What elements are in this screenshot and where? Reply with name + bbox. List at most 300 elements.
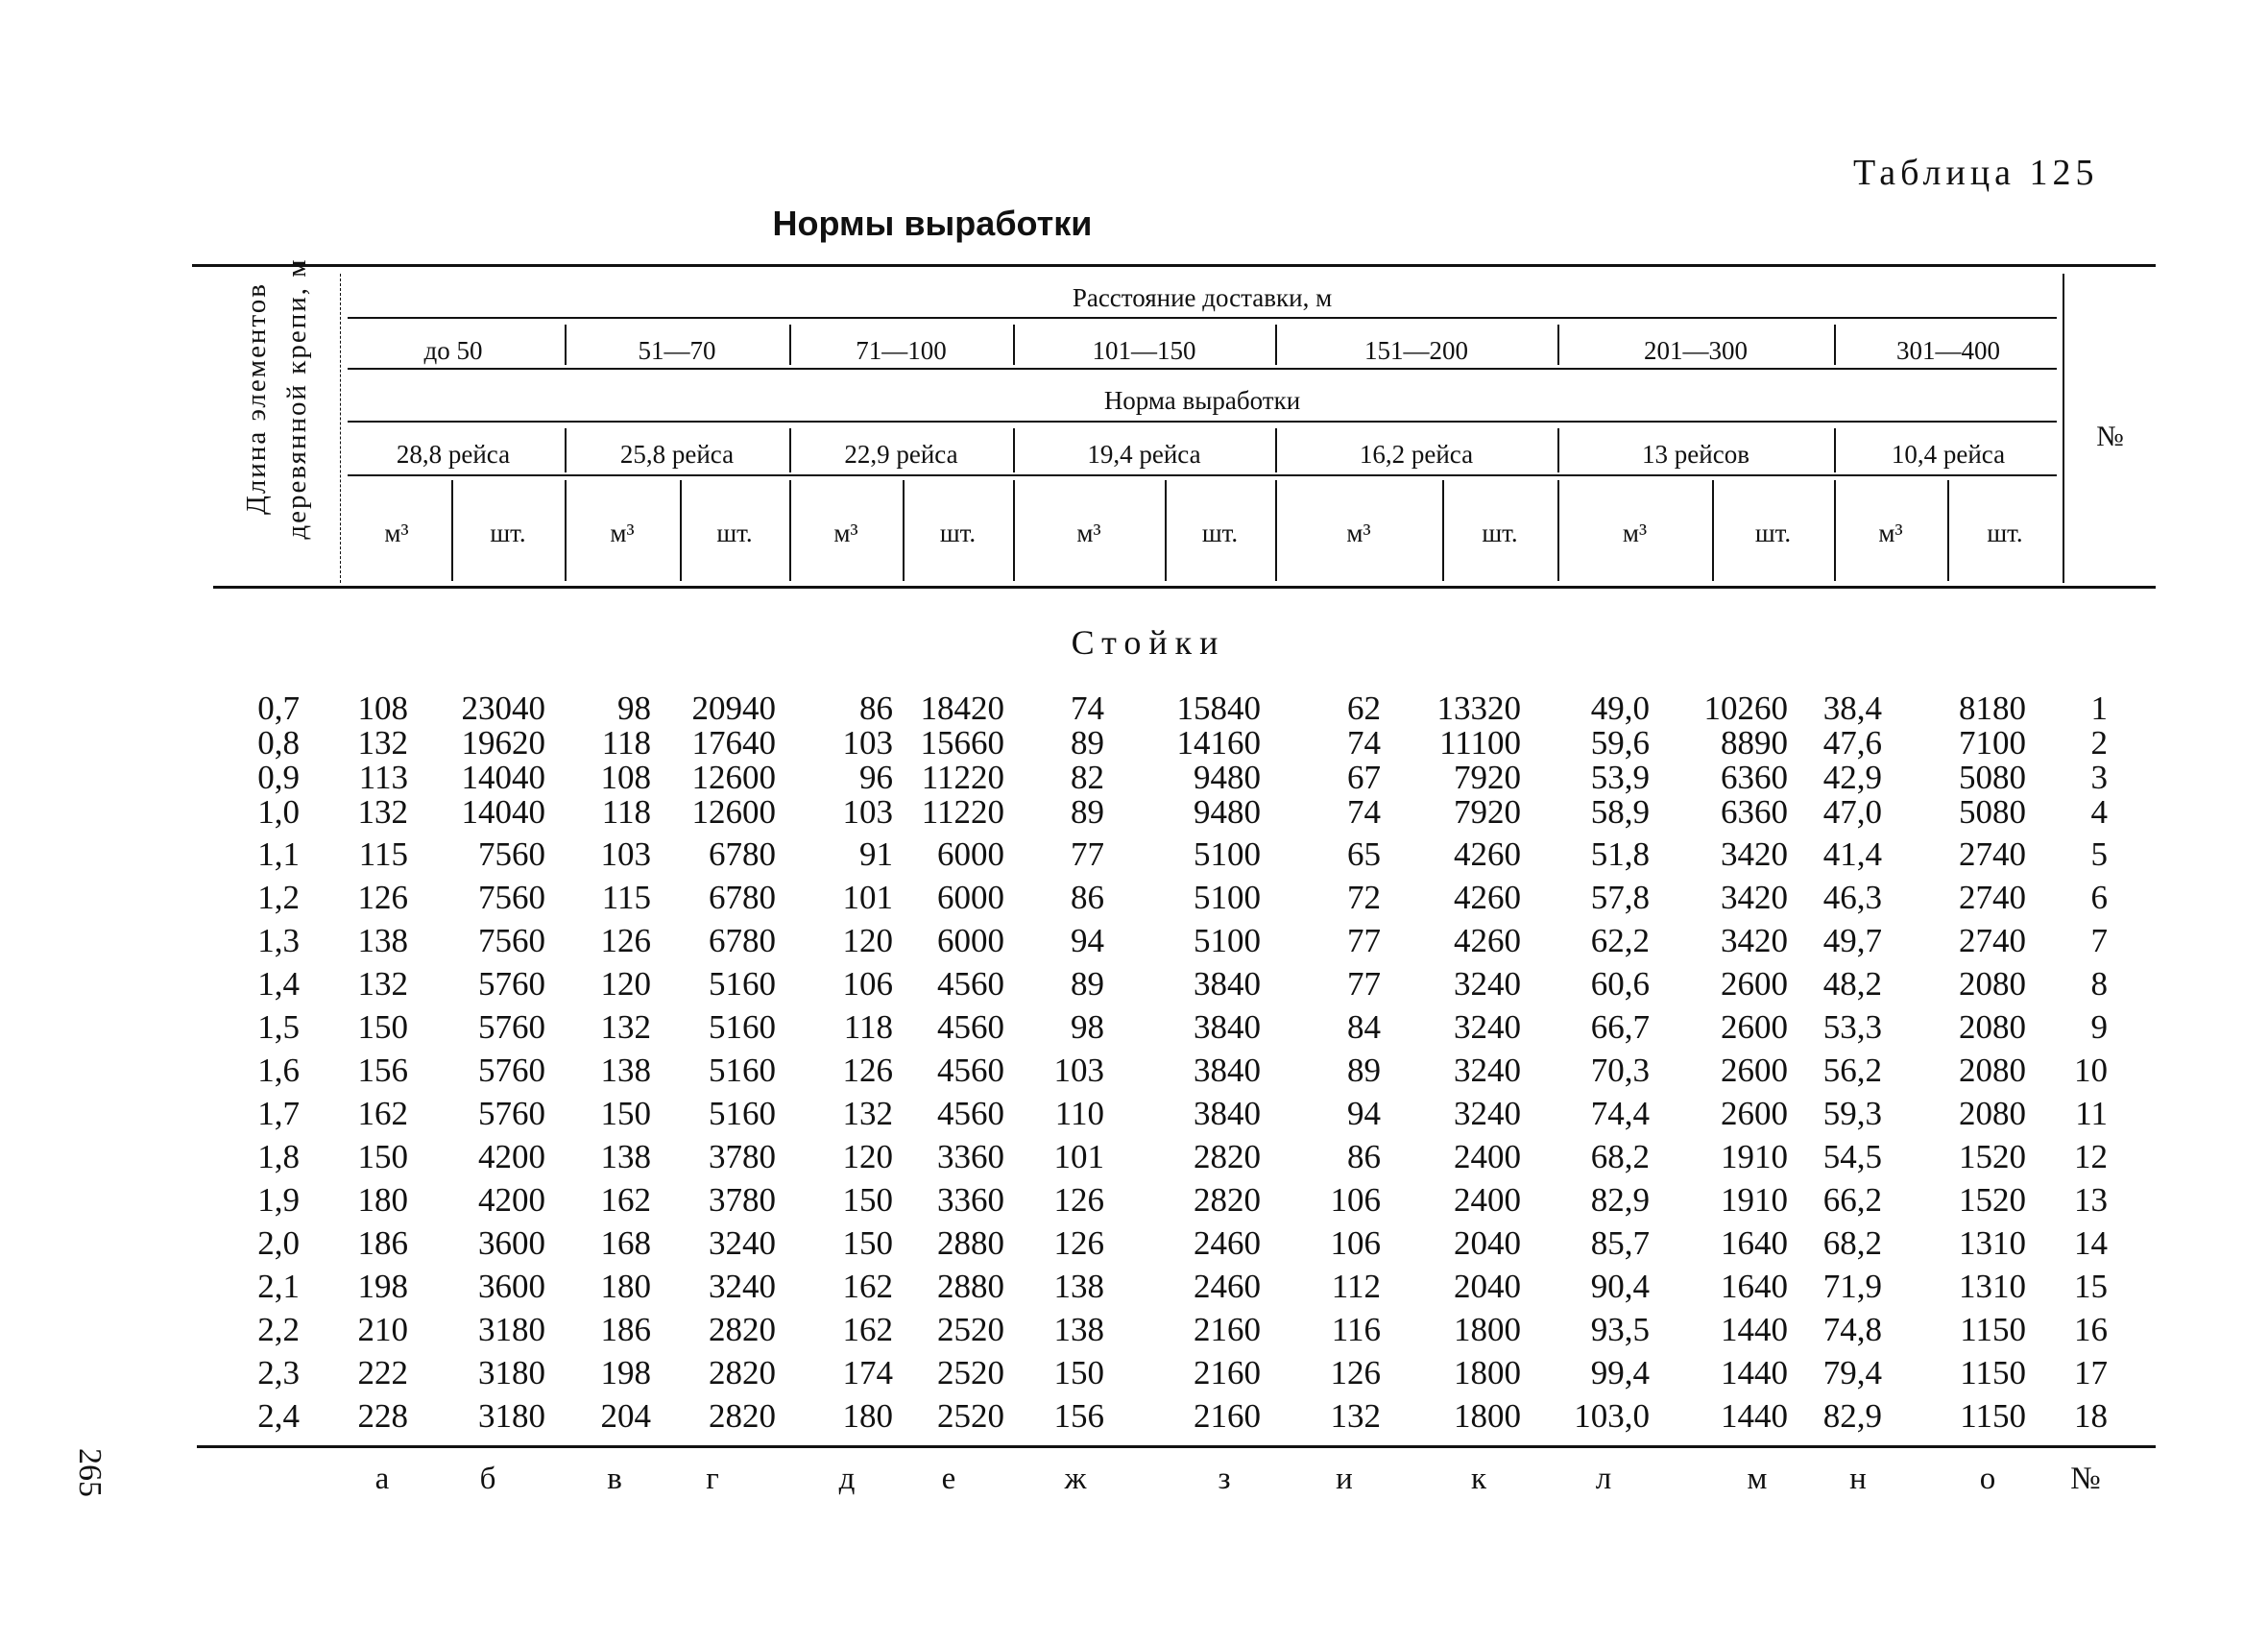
table-cell: 67 — [1347, 759, 1381, 796]
table-cell: 1,8 — [257, 1138, 300, 1175]
group-divider — [789, 480, 791, 581]
table-cell: 3840 — [1194, 1095, 1261, 1132]
table-cell: 150 — [357, 1138, 408, 1175]
table-cell: 180 — [357, 1181, 408, 1219]
column-letter: б — [479, 1462, 496, 1496]
table-cell: 2,0 — [257, 1224, 300, 1262]
column-letter: № — [2070, 1462, 2101, 1496]
table-cell: 38,4 — [1822, 689, 1882, 727]
table-cell: 5160 — [709, 1052, 776, 1089]
table-cell: 10260 — [1703, 689, 1788, 727]
table-cell: 58,9 — [1590, 793, 1650, 831]
unit-m3-label: м³ — [1878, 519, 1903, 547]
table-cell: 120 — [842, 922, 893, 959]
table-cell: 11 — [2075, 1095, 2108, 1132]
table-cell: 1640 — [1721, 1268, 1788, 1305]
distance-title-rule — [348, 317, 2057, 319]
trips-divider — [565, 428, 567, 472]
distance-label: 51—70 — [638, 336, 716, 365]
unit-pcs-label: шт. — [1482, 519, 1518, 547]
table-cell: 186 — [357, 1224, 408, 1262]
trips-rule — [348, 474, 2057, 476]
table-cell: 1800 — [1454, 1354, 1521, 1391]
table-cell: 103,0 — [1574, 1397, 1650, 1435]
table-cell: 156 — [357, 1052, 408, 1089]
unit-m3-label: м³ — [610, 519, 635, 547]
table-cell: 2080 — [1959, 1008, 2026, 1046]
header-top-rule — [192, 264, 2156, 267]
table-cell: 115 — [358, 835, 408, 873]
table-cell: 1800 — [1454, 1397, 1521, 1435]
table-cell: 15840 — [1176, 689, 1261, 727]
table-cell: 16 — [2074, 1311, 2108, 1348]
table-cell: 12 — [2074, 1138, 2108, 1175]
table-cell: 1910 — [1721, 1181, 1788, 1219]
distance-divider — [1275, 325, 1277, 365]
table-cell: 106 — [1330, 1181, 1381, 1219]
table-cell: 2080 — [1959, 1052, 2026, 1089]
distance-label: 101—150 — [1092, 336, 1196, 365]
table-cell: 74,8 — [1822, 1311, 1882, 1348]
table-cell: 180 — [842, 1397, 893, 1435]
table-cell: 3780 — [709, 1181, 776, 1219]
num-column-header: № — [2096, 421, 2124, 452]
table-cell: 53,3 — [1822, 1008, 1882, 1046]
table-cell: 4200 — [478, 1138, 545, 1175]
table-cell: 126 — [1053, 1224, 1104, 1262]
table-cell: 17640 — [691, 724, 776, 762]
table-title: Нормы выработки — [772, 204, 1093, 243]
table-cell: 49,7 — [1822, 922, 1882, 959]
table-cell: 113 — [358, 759, 408, 796]
table-cell: 198 — [600, 1354, 651, 1391]
table-cell: 132 — [842, 1095, 893, 1132]
table-cell: 2820 — [709, 1397, 776, 1435]
distance-divider — [565, 325, 567, 365]
table-cell: 77 — [1347, 922, 1381, 959]
table-cell: 1310 — [1959, 1268, 2026, 1305]
table-cell: 2600 — [1721, 965, 1788, 1003]
table-cell: 115 — [601, 879, 651, 916]
trips-label: 19,4 рейса — [1087, 440, 1201, 469]
table-cell: 162 — [842, 1311, 893, 1348]
table-cell: 5080 — [1959, 759, 2026, 796]
table-cell: 59,3 — [1822, 1095, 1882, 1132]
table-cell: 162 — [600, 1181, 651, 1219]
table-cell: 66,2 — [1822, 1181, 1882, 1219]
table-cell: 1,2 — [257, 879, 300, 916]
table-cell: 116 — [1331, 1311, 1381, 1348]
table-cell: 5160 — [709, 1008, 776, 1046]
trips-label: 10,4 рейса — [1891, 440, 2006, 469]
table-cell: 70,3 — [1590, 1052, 1650, 1089]
table-cell: 18 — [2074, 1397, 2108, 1435]
unit-pcs-label: шт. — [1754, 519, 1792, 547]
table-cell: 101 — [842, 879, 893, 916]
table-cell: 10 — [2074, 1052, 2108, 1089]
table-cell: 86 — [1071, 879, 1104, 916]
table-cell: 13320 — [1436, 689, 1521, 727]
table-cell: 126 — [1330, 1354, 1381, 1391]
table-cell: 12600 — [691, 793, 776, 831]
table-cell: 1,5 — [257, 1008, 300, 1046]
table-cell: 3840 — [1194, 1008, 1261, 1046]
table-cell: 210 — [357, 1311, 408, 1348]
table-cell: 2520 — [937, 1311, 1004, 1348]
table-cell: 126 — [1053, 1181, 1104, 1219]
table-cell: 3240 — [709, 1224, 776, 1262]
group-divider — [1275, 480, 1277, 581]
table-cell: 1150 — [1960, 1354, 2026, 1391]
unit-pcs-label: шт. — [1987, 519, 2023, 547]
table-cell: 74,4 — [1590, 1095, 1650, 1132]
table-cell: 2600 — [1721, 1052, 1788, 1089]
table-cell: 2460 — [1194, 1268, 1261, 1305]
table-cell: 1 — [2090, 689, 2108, 727]
table-cell: 42,9 — [1822, 759, 1882, 796]
table-cell: 74 — [1347, 793, 1381, 831]
table-cell: 3420 — [1721, 922, 1788, 959]
table-cell: 5760 — [478, 1095, 545, 1132]
table-cell: 228 — [357, 1397, 408, 1435]
table-cell: 106 — [842, 965, 893, 1003]
table-cell: 1440 — [1721, 1354, 1788, 1391]
table-cell: 86 — [859, 689, 893, 727]
table-cell: 162 — [842, 1268, 893, 1305]
column-letter: г — [706, 1462, 719, 1496]
table-number: Таблица 125 — [1853, 153, 2099, 193]
table-cell: 5100 — [1194, 835, 1261, 873]
table-cell: 6780 — [709, 879, 776, 916]
table-cell: 2,4 — [257, 1397, 300, 1435]
length-column-label: Длина элементов — [241, 282, 272, 515]
table-cell: 1800 — [1454, 1311, 1521, 1348]
column-letter: е — [941, 1462, 956, 1496]
table-cell: 82 — [1071, 759, 1104, 796]
table-cell: 4560 — [937, 1008, 1004, 1046]
table-cell: 12600 — [691, 759, 776, 796]
table-cell: 3240 — [1454, 965, 1521, 1003]
unit-divider — [451, 480, 453, 581]
table-cell: 2 — [2090, 724, 2108, 762]
table-cell: 150 — [357, 1008, 408, 1046]
table-cell: 7560 — [478, 835, 545, 873]
table-cell: 138 — [1053, 1268, 1104, 1305]
table-cell: 2740 — [1959, 879, 2026, 916]
table-cell: 150 — [1053, 1354, 1104, 1391]
table-cell: 89 — [1071, 965, 1104, 1003]
table-cell: 5160 — [709, 965, 776, 1003]
table-cell: 53,9 — [1590, 759, 1650, 796]
table-cell: 222 — [357, 1354, 408, 1391]
table-cell: 118 — [601, 793, 651, 831]
table-cell: 1,0 — [257, 793, 300, 831]
table-cell: 1,6 — [257, 1052, 300, 1089]
table-cell: 2160 — [1194, 1397, 1261, 1435]
table-cell: 13 — [2074, 1181, 2108, 1219]
table-cell: 9 — [2090, 1008, 2108, 1046]
table-cell: 132 — [600, 1008, 651, 1046]
table-cell: 93,5 — [1590, 1311, 1650, 1348]
table-cell: 14040 — [461, 793, 545, 831]
table-cell: 14 — [2074, 1224, 2108, 1262]
table-cell: 15 — [2074, 1268, 2108, 1305]
table-cell: 1,9 — [257, 1181, 300, 1219]
table-cell: 0,9 — [257, 759, 300, 796]
table-cell: 180 — [600, 1268, 651, 1305]
table-cell: 2740 — [1959, 922, 2026, 959]
table-cell: 103 — [842, 793, 893, 831]
table-cell: 3180 — [478, 1311, 545, 1348]
table-cell: 98 — [1071, 1008, 1104, 1046]
table-cell: 89 — [1071, 793, 1104, 831]
trips-label: 28,8 рейса — [396, 440, 511, 469]
unit-divider — [680, 480, 682, 581]
distance-divider — [1557, 325, 1559, 365]
table-cell: 2,3 — [257, 1354, 300, 1391]
table-cell: 41,4 — [1822, 835, 1882, 873]
table-cell: 2520 — [937, 1397, 1004, 1435]
table-cell: 5100 — [1194, 879, 1261, 916]
table-cell: 11100 — [1439, 724, 1521, 762]
table-cell: 14040 — [461, 759, 545, 796]
unit-m3-label: м³ — [1346, 519, 1371, 547]
table-cell: 1,3 — [257, 922, 300, 959]
table-cell: 1520 — [1959, 1181, 2026, 1219]
table-cell: 138 — [600, 1052, 651, 1089]
table-cell: 132 — [357, 965, 408, 1003]
table-cell: 7560 — [478, 879, 545, 916]
table-cell: 174 — [842, 1354, 893, 1391]
column-letter: з — [1218, 1462, 1231, 1496]
table-cell: 54,5 — [1822, 1138, 1882, 1175]
table-cell: 103 — [1053, 1052, 1104, 1089]
table-cell: 4560 — [937, 1052, 1004, 1089]
table-cell: 108 — [600, 759, 651, 796]
unit-pcs-label: шт. — [1201, 519, 1239, 547]
table-cell: 4560 — [937, 965, 1004, 1003]
table-cell: 0,7 — [257, 689, 300, 727]
table-cell: 7560 — [478, 922, 545, 959]
unit-m3-label: м³ — [833, 519, 858, 547]
table-cell: 5080 — [1959, 793, 2026, 831]
table-cell: 103 — [600, 835, 651, 873]
unit-divider — [1165, 480, 1167, 581]
table-cell: 5760 — [478, 1008, 545, 1046]
table-cell: 11220 — [921, 759, 1004, 796]
table-cell: 1640 — [1721, 1224, 1788, 1262]
table-cell: 1,7 — [257, 1095, 300, 1132]
section-label: Стойки — [1071, 623, 1226, 662]
trips-divider — [1557, 428, 1559, 472]
table-cell: 74 — [1071, 689, 1104, 727]
trips-label: 22,9 рейса — [844, 440, 958, 469]
table-cell: 5 — [2090, 835, 2108, 873]
table-cell: 0,8 — [257, 724, 300, 762]
table-cell: 156 — [1053, 1397, 1104, 1435]
table-cell: 18420 — [920, 689, 1004, 727]
table-cell: 110 — [1054, 1095, 1104, 1132]
table-cell: 4 — [2090, 793, 2108, 831]
table-cell: 3360 — [937, 1181, 1004, 1219]
table-cell: 7 — [2090, 922, 2108, 959]
distance-divider — [1834, 325, 1836, 365]
distance-divider — [1013, 325, 1015, 365]
table-cell: 103 — [842, 724, 893, 762]
table-cell: 2460 — [1194, 1224, 1261, 1262]
unit-divider — [1712, 480, 1714, 581]
table-cell: 150 — [600, 1095, 651, 1132]
table-cell: 2,1 — [257, 1268, 300, 1305]
table-cell: 6360 — [1721, 793, 1788, 831]
table-cell: 3240 — [1454, 1008, 1521, 1046]
table-cell: 126 — [600, 922, 651, 959]
table-cell: 3840 — [1194, 1052, 1261, 1089]
table-cell: 57,8 — [1590, 879, 1650, 916]
table-cell: 162 — [357, 1095, 408, 1132]
table-cell: 138 — [1053, 1311, 1104, 1348]
table-cell: 3 — [2090, 759, 2108, 796]
table-cell: 6780 — [709, 835, 776, 873]
table-cell: 3420 — [1721, 835, 1788, 873]
table-cell: 3360 — [937, 1138, 1004, 1175]
table-cell: 6 — [2090, 879, 2108, 916]
table-cell: 126 — [357, 879, 408, 916]
trips-divider — [1013, 428, 1015, 472]
column-letter: д — [838, 1462, 856, 1496]
table-cell: 19620 — [461, 724, 545, 762]
unit-divider — [1947, 480, 1949, 581]
table-cell: 72 — [1347, 879, 1381, 916]
trips-divider — [1834, 428, 1836, 472]
header-bottom-rule — [213, 586, 2156, 589]
table-cell: 71,9 — [1822, 1268, 1882, 1305]
table-cell: 1440 — [1721, 1311, 1788, 1348]
table-cell: 150 — [842, 1181, 893, 1219]
table-cell: 204 — [600, 1397, 651, 1435]
group-divider — [565, 480, 567, 581]
table-cell: 2,2 — [257, 1311, 300, 1348]
table-cell: 1150 — [1960, 1311, 2026, 1348]
unit-m3-label: м³ — [384, 519, 409, 547]
table-cell: 1,4 — [257, 965, 300, 1003]
table-cell: 2160 — [1194, 1354, 1261, 1391]
table-cell: 2820 — [1194, 1138, 1261, 1175]
table-cell: 60,6 — [1590, 965, 1650, 1003]
table-cell: 2600 — [1721, 1008, 1788, 1046]
table-cell: 3840 — [1194, 965, 1261, 1003]
table-cell: 2740 — [1959, 835, 2026, 873]
table-cell: 11220 — [921, 793, 1004, 831]
table-cell: 91 — [859, 835, 893, 873]
table-cell: 74 — [1347, 724, 1381, 762]
table-cell: 82,9 — [1822, 1397, 1882, 1435]
table-cell: 2040 — [1454, 1268, 1521, 1305]
column-letter: м — [1747, 1462, 1768, 1496]
column-letter: о — [1979, 1462, 1996, 1496]
table-cell: 2080 — [1959, 1095, 2026, 1132]
table-cell: 2160 — [1194, 1311, 1261, 1348]
table-cell: 59,6 — [1590, 724, 1650, 762]
table-cell: 7100 — [1959, 724, 2026, 762]
table-cell: 106 — [1330, 1224, 1381, 1262]
table-cell: 20940 — [691, 689, 776, 727]
table-cell: 6780 — [709, 922, 776, 959]
table-cell: 79,4 — [1822, 1354, 1882, 1391]
table-cell: 3600 — [478, 1224, 545, 1262]
distance-label: 301—400 — [1896, 336, 2000, 365]
table-cell: 108 — [357, 689, 408, 727]
table-cell: 5160 — [709, 1095, 776, 1132]
table-cell: 6000 — [937, 879, 1004, 916]
group-divider — [1834, 480, 1836, 581]
table-cell: 118 — [601, 724, 651, 762]
table-cell: 132 — [1330, 1397, 1381, 1435]
page-number: 265 — [72, 1448, 108, 1497]
table-cell: 3420 — [1721, 879, 1788, 916]
table-cell: 132 — [357, 724, 408, 762]
table-cell: 8 — [2090, 965, 2108, 1003]
table-cell: 3780 — [709, 1138, 776, 1175]
table-cell: 89 — [1347, 1052, 1381, 1089]
table-cell: 198 — [357, 1268, 408, 1305]
column-letter: л — [1595, 1462, 1612, 1496]
table-cell: 1,1 — [257, 835, 300, 873]
table-cell: 138 — [357, 922, 408, 959]
table-cell: 8180 — [1959, 689, 2026, 727]
column-letter: к — [1470, 1462, 1487, 1496]
table-cell: 2820 — [1194, 1181, 1261, 1219]
table-cell: 126 — [842, 1052, 893, 1089]
table-cell: 132 — [357, 793, 408, 831]
table-cell: 6360 — [1721, 759, 1788, 796]
table-cell: 3240 — [709, 1268, 776, 1305]
table-cell: 17 — [2074, 1354, 2108, 1391]
table-cell: 85,7 — [1590, 1224, 1650, 1262]
trips-label: 25,8 рейса — [619, 440, 735, 469]
table-cell: 112 — [1331, 1268, 1381, 1305]
table-cell: 2880 — [937, 1268, 1004, 1305]
table-cell: 4260 — [1454, 922, 1521, 959]
distance-divider — [789, 325, 791, 365]
trips-label: 16,2 рейса — [1359, 440, 1474, 469]
table-cell: 2040 — [1454, 1224, 1521, 1262]
table-cell: 48,2 — [1822, 965, 1882, 1003]
table-cell: 2400 — [1454, 1181, 1521, 1219]
table-cell: 51,8 — [1590, 835, 1650, 873]
table-cell: 65 — [1347, 835, 1381, 873]
table-cell: 14160 — [1176, 724, 1261, 762]
trips-label: 13 рейсов — [1642, 440, 1749, 469]
table-cell: 150 — [842, 1224, 893, 1262]
table-cell: 49,0 — [1590, 689, 1650, 727]
table-cell: 120 — [600, 965, 651, 1003]
table-cell: 47,6 — [1822, 724, 1882, 762]
table-cell: 2600 — [1721, 1095, 1788, 1132]
unit-divider — [1442, 480, 1444, 581]
distance-label: до 50 — [423, 336, 483, 365]
table-cell: 6000 — [937, 835, 1004, 873]
table-cell: 89 — [1071, 724, 1104, 762]
table-cell: 186 — [600, 1311, 651, 1348]
table-cell: 4200 — [478, 1181, 545, 1219]
table-cell: 84 — [1347, 1008, 1381, 1046]
table-cell: 99,4 — [1590, 1354, 1650, 1391]
table-cell: 2820 — [709, 1311, 776, 1348]
table-cell: 101 — [1053, 1138, 1104, 1175]
group-divider — [1557, 480, 1559, 581]
unit-m3-label: м³ — [1622, 519, 1648, 547]
